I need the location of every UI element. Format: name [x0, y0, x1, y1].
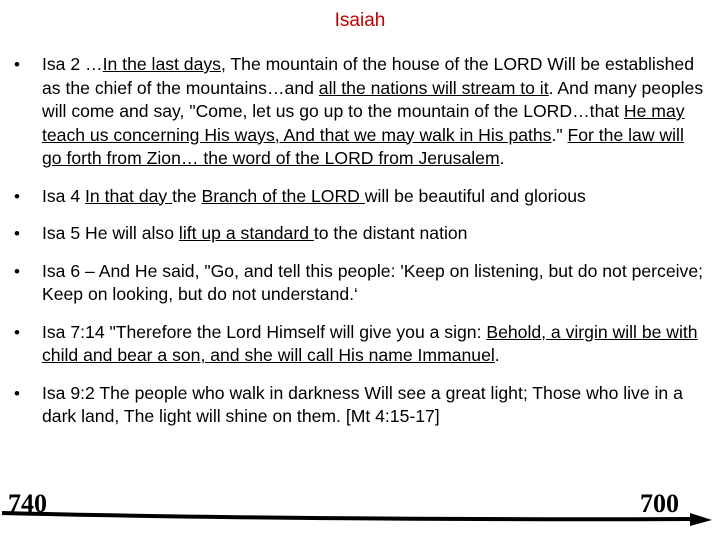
text-run: to the distant nation: [313, 223, 468, 243]
bullet-isa-2: [14, 53, 704, 171]
bullet-isa-9-2: [14, 382, 704, 429]
text-run: Isa 6 – And He said, "Go, and tell this people: 'Keep on listening, but do not perceive; Keep on looking, but do not understand.‘: [42, 260, 704, 304]
text-run: .: [499, 148, 505, 168]
underlined-phrase: Branch of the LORD: [201, 185, 365, 206]
underlined-phrase: all the nations will stream to it: [318, 77, 549, 98]
bullet-isa-6: [14, 260, 704, 307]
bullet-dot: •: [14, 55, 20, 74]
bullet-text: [42, 322, 698, 366]
text-run: Isa 7:14 "Therefore the Lord Himself will give you a sign:: [42, 321, 487, 342]
underlined-phrase: In that day: [85, 185, 173, 206]
arrowhead-icon: [690, 513, 712, 526]
underlined-phrase: Behold, a virgin will be with child and bear a son, and she will call His name Immanuel: [42, 321, 698, 365]
timeline-end-year: 700: [640, 489, 679, 518]
timeline-line: [2, 513, 692, 519]
slide-title: Isaiah: [334, 10, 386, 31]
text-run: . And many peoples will come and say, "Come, let us go up to the mountain of the LORD…that: [42, 77, 704, 121]
text-run: .: [494, 345, 500, 365]
text-run: Isa 2 …: [42, 54, 103, 74]
text-run: Isa 4: [42, 185, 86, 206]
bullet-list: [14, 53, 704, 443]
text-run: the: [172, 185, 202, 206]
underlined-phrase: lift up a standard: [178, 223, 314, 243]
bullet-text: [42, 383, 683, 427]
bullet-text: [42, 186, 586, 206]
underlined-phrase: He may teach us concerning His ways, And that we may walk in His paths: [42, 101, 685, 145]
timeline-arrow: [0, 500, 720, 530]
text-run: will be beautiful and glorious: [364, 185, 586, 206]
bullet-dot: •: [14, 383, 20, 403]
text-run: .": [551, 124, 568, 145]
bullet-dot: •: [14, 322, 20, 342]
bullet-dot: •: [14, 261, 20, 281]
bullet-isa-5: [14, 222, 704, 246]
underlined-phrase: For the law will go forth from Zion… the word of the LORD from Jerusalem: [42, 124, 684, 168]
timeline-start-year: 740: [8, 489, 47, 518]
text-run: , The mountain of the house of the LORD Will be established as the chief of the mountains…and: [42, 54, 694, 98]
bullet-text: [42, 223, 467, 243]
bullet-text: [42, 54, 703, 168]
text-run: Isa 9:2 The people who walk in darkness Will see a great light; Those who live in a dark land, The light will shine on them. [Mt 4:15-17]: [42, 382, 683, 426]
underlined-phrase: In the last days: [102, 54, 221, 74]
bullet-isa-4: [14, 185, 704, 209]
text-run: Isa 5 He will also: [42, 223, 179, 243]
bullet-dot: •: [14, 186, 20, 206]
bullet-dot: •: [14, 224, 20, 243]
bullet-text: [42, 261, 703, 305]
bullet-isa-7-14: [14, 321, 704, 368]
